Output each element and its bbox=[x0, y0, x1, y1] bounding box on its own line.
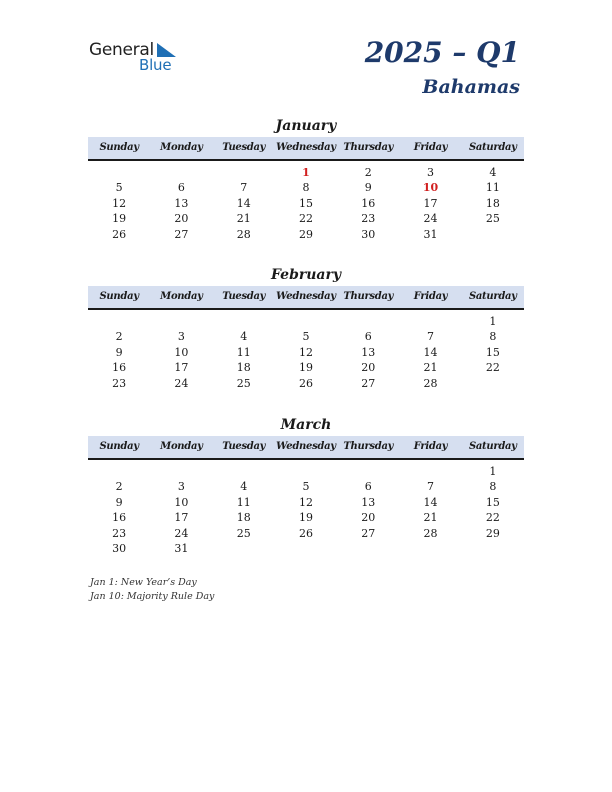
weekday-label: Monday bbox=[160, 291, 203, 302]
day-cell: 27 bbox=[174, 227, 189, 241]
weekday-label: Friday bbox=[413, 142, 448, 153]
holiday-note: Jan 1: New Year’s Day bbox=[90, 577, 197, 588]
day-cell: 23 bbox=[112, 526, 127, 540]
weekday-label: Thursday bbox=[343, 441, 394, 452]
week-row bbox=[88, 165, 524, 180]
week-row bbox=[88, 541, 524, 556]
week-row bbox=[88, 464, 524, 479]
day-cell: 18 bbox=[236, 361, 251, 375]
month-calendar-january bbox=[88, 117, 524, 242]
day-cell: 22 bbox=[485, 511, 500, 525]
day-cell: 25 bbox=[236, 526, 251, 540]
day-cell: 14 bbox=[423, 495, 438, 509]
day-cell: 28 bbox=[423, 376, 438, 390]
empty-day-cell bbox=[213, 165, 275, 180]
day-cell: 13 bbox=[361, 345, 376, 359]
day-cell: 27 bbox=[361, 526, 376, 540]
empty-day-cell bbox=[275, 541, 337, 556]
week-row bbox=[88, 360, 524, 375]
weekday-label: Wednesday bbox=[276, 142, 336, 153]
day-cell: 13 bbox=[174, 196, 189, 210]
weekday-label: Sunday bbox=[99, 142, 139, 153]
week-row bbox=[88, 376, 524, 391]
day-cell: 1 bbox=[489, 465, 497, 478]
weekday-label: Monday bbox=[160, 142, 203, 153]
week-row bbox=[88, 345, 524, 360]
day-cell: 30 bbox=[112, 541, 127, 555]
holiday-notes bbox=[90, 576, 214, 604]
week-row bbox=[88, 211, 524, 226]
day-cell: 29 bbox=[298, 227, 313, 241]
day-cell: 24 bbox=[174, 526, 189, 540]
day-cell: 21 bbox=[423, 511, 438, 525]
weeks-grid bbox=[88, 161, 524, 242]
empty-day-cell bbox=[337, 314, 399, 329]
day-cell: 25 bbox=[485, 212, 500, 226]
weeks-grid bbox=[88, 460, 524, 556]
day-cell: 10 bbox=[174, 495, 189, 509]
month-name: March bbox=[280, 417, 332, 433]
day-cell: 2 bbox=[115, 330, 123, 344]
day-cell: 16 bbox=[112, 361, 127, 375]
week-row bbox=[88, 180, 524, 195]
empty-day-cell bbox=[337, 541, 399, 556]
day-cell: 21 bbox=[236, 212, 251, 226]
day-cell: 4 bbox=[240, 330, 248, 344]
day-cell: 15 bbox=[485, 345, 500, 359]
empty-day-cell bbox=[213, 464, 275, 479]
weekday-label: Wednesday bbox=[276, 441, 336, 452]
month-calendar-february bbox=[88, 266, 524, 391]
week-row bbox=[88, 314, 524, 329]
empty-day-cell bbox=[88, 314, 150, 329]
weekday-label: Tuesday bbox=[222, 291, 266, 302]
day-cell: 17 bbox=[423, 196, 438, 210]
day-cell: 3 bbox=[427, 166, 435, 179]
logo-word-general: General bbox=[89, 40, 154, 60]
day-cell: 12 bbox=[112, 196, 127, 210]
day-cell: 9 bbox=[364, 181, 372, 195]
day-cell: 2 bbox=[364, 166, 372, 179]
day-cell: 5 bbox=[115, 181, 123, 195]
day-cell: 26 bbox=[298, 376, 313, 390]
day-cell: 20 bbox=[361, 361, 376, 375]
day-cell: 14 bbox=[236, 196, 251, 210]
week-row bbox=[88, 196, 524, 211]
day-cell: 28 bbox=[423, 526, 438, 540]
week-row bbox=[88, 329, 524, 344]
day-cell: 7 bbox=[240, 181, 248, 195]
day-cell: 18 bbox=[236, 511, 251, 525]
month-calendar-march bbox=[88, 416, 524, 556]
weekday-label: Friday bbox=[413, 291, 448, 302]
day-cell: 16 bbox=[361, 196, 376, 210]
day-cell: 19 bbox=[298, 361, 313, 375]
weekday-label: Saturday bbox=[468, 441, 517, 452]
weekday-label: Saturday bbox=[468, 142, 517, 153]
empty-day-cell bbox=[213, 541, 275, 556]
day-cell: 1 bbox=[489, 315, 497, 328]
weeks-grid bbox=[88, 310, 524, 391]
empty-day-cell bbox=[88, 464, 150, 479]
week-row bbox=[88, 526, 524, 541]
country-name: Bahamas bbox=[422, 76, 520, 98]
empty-day-cell bbox=[88, 165, 150, 180]
day-cell: 11 bbox=[236, 495, 251, 509]
day-cell: 5 bbox=[302, 330, 310, 344]
day-cell: 8 bbox=[489, 480, 497, 494]
day-cell: 21 bbox=[423, 361, 438, 375]
day-cell: 26 bbox=[298, 526, 313, 540]
day-cell: 10 bbox=[422, 181, 439, 195]
day-cell: 11 bbox=[236, 345, 251, 359]
day-cell: 22 bbox=[298, 212, 313, 226]
day-cell: 27 bbox=[361, 376, 376, 390]
empty-day-cell bbox=[399, 314, 461, 329]
day-cell: 19 bbox=[112, 212, 127, 226]
page-title: 2025 – Q1 bbox=[364, 36, 520, 69]
holiday-note: Jan 10: Majority Rule Day bbox=[90, 591, 215, 602]
day-cell: 19 bbox=[298, 511, 313, 525]
weekday-label: Friday bbox=[413, 441, 448, 452]
day-cell: 15 bbox=[485, 495, 500, 509]
day-cell: 7 bbox=[427, 330, 435, 344]
weekday-header-row bbox=[88, 436, 524, 460]
day-cell: 1 bbox=[302, 166, 310, 179]
month-name: February bbox=[270, 267, 341, 283]
day-cell: 24 bbox=[174, 376, 189, 390]
empty-day-cell bbox=[150, 165, 212, 180]
day-cell: 24 bbox=[423, 212, 438, 226]
generalblue-logo bbox=[89, 40, 189, 76]
empty-day-cell bbox=[275, 464, 337, 479]
day-cell: 26 bbox=[112, 227, 127, 241]
day-cell: 8 bbox=[302, 181, 310, 195]
month-name: January bbox=[275, 118, 337, 134]
day-cell: 6 bbox=[177, 181, 185, 195]
day-cell: 29 bbox=[485, 526, 500, 540]
weekday-label: Thursday bbox=[343, 142, 394, 153]
day-cell: 23 bbox=[361, 212, 376, 226]
weekday-header-row bbox=[88, 286, 524, 310]
day-cell: 7 bbox=[427, 480, 435, 494]
day-cell: 31 bbox=[423, 227, 438, 241]
day-cell: 22 bbox=[485, 361, 500, 375]
day-cell: 3 bbox=[177, 480, 185, 494]
day-cell: 20 bbox=[361, 511, 376, 525]
day-cell: 15 bbox=[298, 196, 313, 210]
day-cell: 16 bbox=[112, 511, 127, 525]
day-cell: 13 bbox=[361, 495, 376, 509]
day-cell: 20 bbox=[174, 212, 189, 226]
day-cell: 18 bbox=[485, 196, 500, 210]
day-cell: 6 bbox=[364, 480, 372, 494]
empty-day-cell bbox=[150, 314, 212, 329]
day-cell: 12 bbox=[298, 345, 313, 359]
day-cell: 10 bbox=[174, 345, 189, 359]
day-cell: 12 bbox=[298, 495, 313, 509]
day-cell: 30 bbox=[361, 227, 376, 241]
empty-day-cell bbox=[399, 541, 461, 556]
empty-day-cell bbox=[337, 464, 399, 479]
day-cell: 17 bbox=[174, 361, 189, 375]
week-row bbox=[88, 495, 524, 510]
weekday-label: Tuesday bbox=[222, 441, 266, 452]
week-row bbox=[88, 510, 524, 525]
day-cell: 14 bbox=[423, 345, 438, 359]
day-cell: 11 bbox=[485, 181, 500, 195]
weekday-header-row bbox=[88, 137, 524, 161]
day-cell: 2 bbox=[115, 480, 123, 494]
week-row bbox=[88, 479, 524, 494]
weekday-label: Thursday bbox=[343, 291, 394, 302]
day-cell: 23 bbox=[112, 376, 127, 390]
empty-day-cell bbox=[150, 464, 212, 479]
weekday-label: Wednesday bbox=[276, 291, 336, 302]
weekday-label: Sunday bbox=[99, 291, 139, 302]
day-cell: 4 bbox=[489, 166, 497, 179]
day-cell: 31 bbox=[174, 541, 189, 555]
day-cell: 8 bbox=[489, 330, 497, 344]
day-cell: 5 bbox=[302, 480, 310, 494]
empty-day-cell bbox=[462, 541, 524, 556]
weekday-label: Monday bbox=[160, 441, 203, 452]
weekday-label: Tuesday bbox=[222, 142, 266, 153]
empty-day-cell bbox=[462, 227, 524, 242]
weekday-label: Sunday bbox=[99, 441, 139, 452]
day-cell: 6 bbox=[364, 330, 372, 344]
empty-day-cell bbox=[275, 314, 337, 329]
empty-day-cell bbox=[462, 376, 524, 391]
weekday-label: Saturday bbox=[468, 291, 517, 302]
day-cell: 25 bbox=[236, 376, 251, 390]
empty-day-cell bbox=[213, 314, 275, 329]
day-cell: 3 bbox=[177, 330, 185, 344]
day-cell: 17 bbox=[174, 511, 189, 525]
week-row bbox=[88, 227, 524, 242]
day-cell: 4 bbox=[240, 480, 248, 494]
day-cell: 9 bbox=[115, 495, 123, 509]
logo-word-blue: Blue bbox=[139, 56, 172, 74]
day-cell: 28 bbox=[236, 227, 251, 241]
day-cell: 9 bbox=[115, 345, 123, 359]
empty-day-cell bbox=[399, 464, 461, 479]
